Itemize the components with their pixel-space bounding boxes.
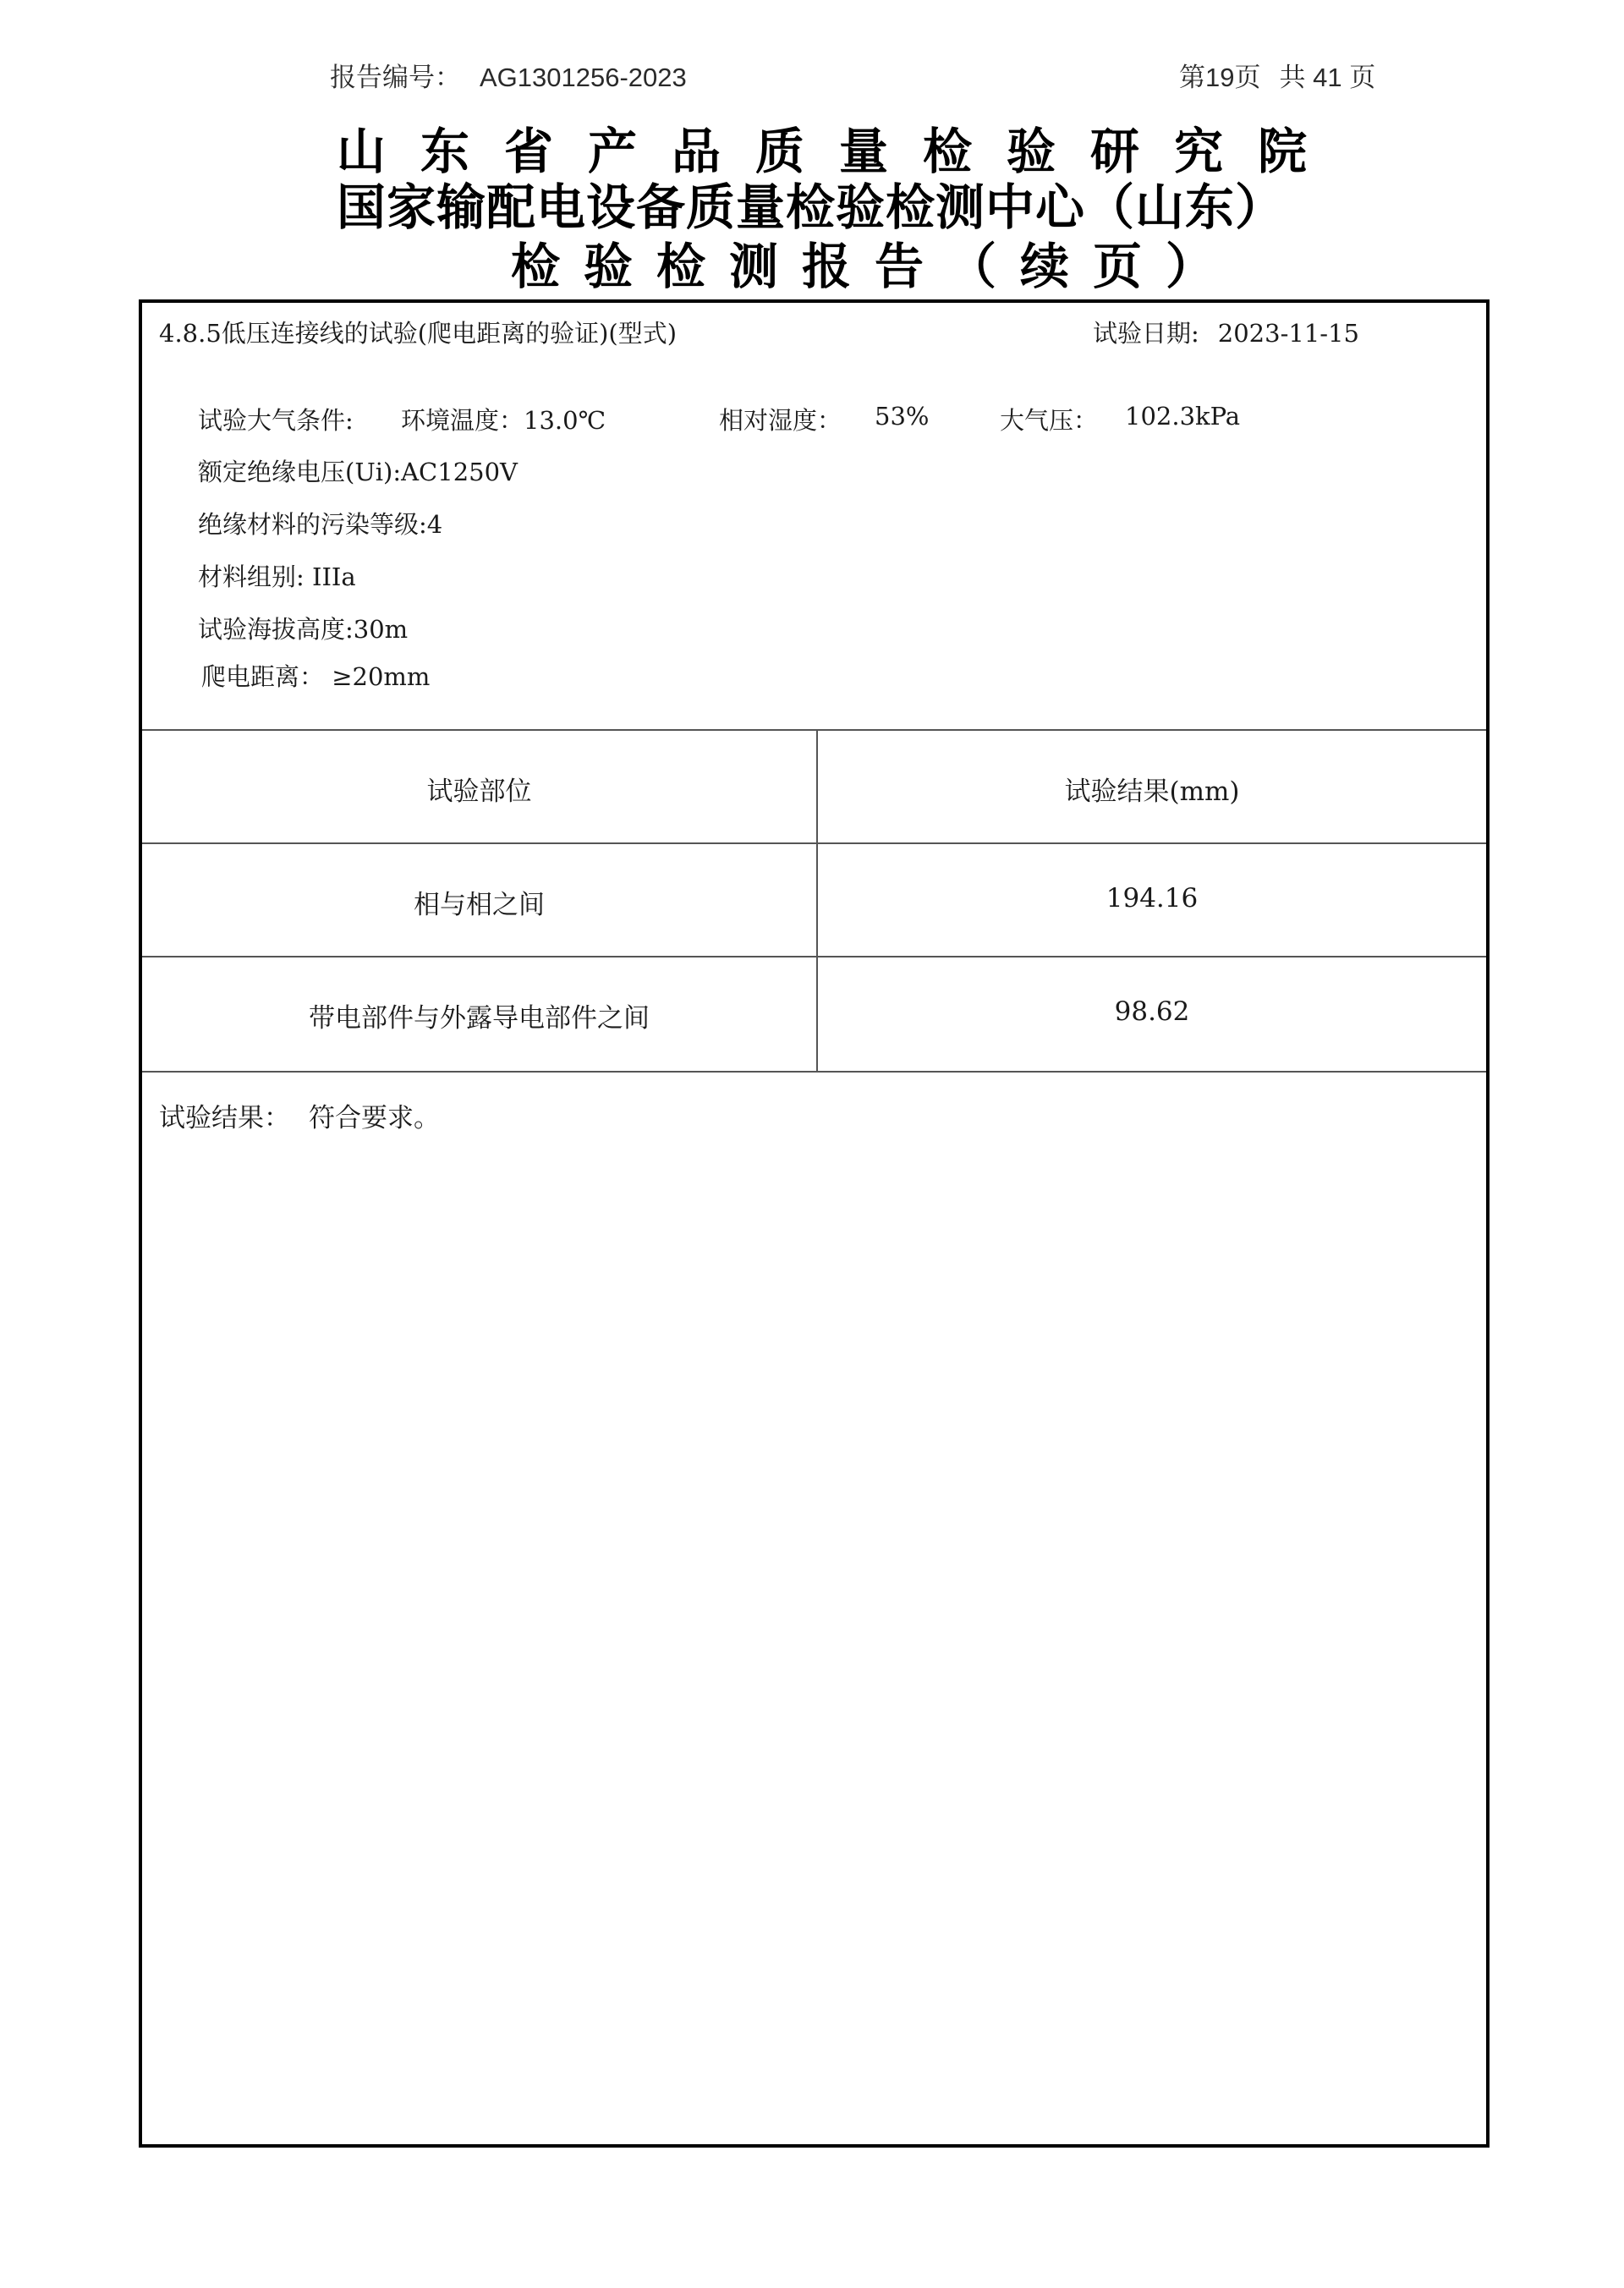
table-row-line bbox=[142, 956, 1486, 957]
table-row-value: 194.16 bbox=[1106, 883, 1199, 914]
table-bottom-line bbox=[142, 1071, 1486, 1073]
section-title: 4.8.5低压连接线的试验(爬电距离的验证)(型式) bbox=[159, 319, 678, 348]
test-result bbox=[159, 1096, 440, 1134]
page-current: 19 bbox=[1205, 63, 1235, 92]
report-number bbox=[330, 56, 687, 94]
pollution-degree: 绝缘材料的污染等级:4 bbox=[198, 510, 443, 539]
humidity-label: 相对湿度： bbox=[719, 406, 842, 435]
page-prefix: 第 bbox=[1179, 63, 1205, 92]
report-number-label: 报告编号： bbox=[330, 63, 461, 92]
test-date-value: 2023-11-15 bbox=[1217, 319, 1359, 348]
report-number-value: AG1301256-2023 bbox=[480, 63, 687, 92]
test-date-label: 试验日期: bbox=[1093, 319, 1199, 348]
page-indicator bbox=[1179, 56, 1375, 94]
material-group: 材料组别: IIIa bbox=[198, 562, 356, 591]
test-date bbox=[1093, 315, 1359, 349]
table-row-location: 带电部件与外露导电部件之间 bbox=[309, 1003, 650, 1034]
table-row-value: 98.62 bbox=[1114, 996, 1190, 1027]
page-total: 41 bbox=[1313, 63, 1342, 92]
ambient-temperature: 环境温度：13.0℃ bbox=[401, 406, 606, 435]
rated-insulation-voltage: 额定绝缘电压(Ui):AC1250V bbox=[198, 458, 518, 486]
table-header-result: 试验结果(mm) bbox=[1064, 776, 1240, 807]
result-label: 试验结果： bbox=[159, 1103, 290, 1133]
page-total-label: 共 bbox=[1279, 63, 1306, 92]
pressure-label: 大气压： bbox=[1000, 406, 1099, 435]
report-frame bbox=[139, 299, 1490, 2148]
page-suffix: 页 bbox=[1349, 63, 1376, 92]
center-title: 国家输配电设备质量检验检测中心（山东） bbox=[337, 178, 1286, 236]
humidity-value: 53% bbox=[875, 402, 930, 431]
table-top-line bbox=[142, 729, 1486, 731]
table-header-location: 试验部位 bbox=[426, 776, 532, 807]
atmos-label: 试验大气条件: bbox=[198, 406, 354, 435]
page-mid: 页 bbox=[1234, 63, 1261, 92]
report-title: 检验检测报告（续页） bbox=[511, 238, 1239, 295]
test-altitude: 试验海拔高度:30m bbox=[198, 615, 409, 644]
institute-title: 山东省产品质量检验研究院 bbox=[337, 123, 1342, 180]
table-row-location: 相与相之间 bbox=[414, 890, 545, 920]
creepage-distance: 爬电距离： ≥20mm bbox=[201, 662, 431, 691]
table-header-line bbox=[142, 842, 1486, 844]
pressure-value: 102.3kPa bbox=[1125, 402, 1241, 431]
result-text: 符合要求。 bbox=[309, 1103, 440, 1133]
atmospheric-conditions bbox=[198, 402, 1241, 436]
